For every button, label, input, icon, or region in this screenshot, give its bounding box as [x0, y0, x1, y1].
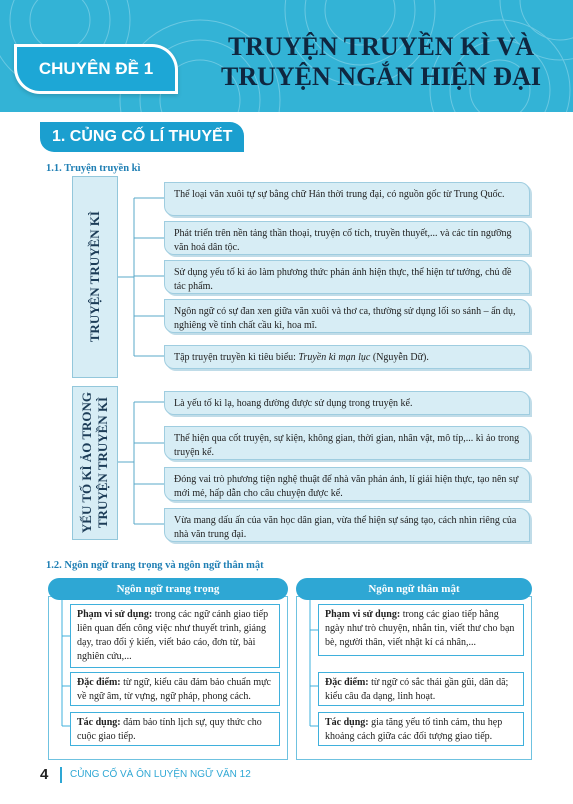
- book-title-italic: Truyền kì mạn lục: [298, 352, 371, 363]
- formal-language-heading: Ngôn ngữ trang trọng: [48, 578, 288, 600]
- group2-item-1: Là yếu tố kì lạ, hoang đường được sử dụng trong truyện kể.: [164, 391, 530, 415]
- section-heading: 1. CỦNG CỐ LÍ THUYẾT: [40, 122, 244, 152]
- informal-language-heading: Ngôn ngữ thân mật: [296, 578, 532, 600]
- group-label-truyen-truyen-ki: TRUYỆN TRUYỀN KÌ: [72, 176, 118, 378]
- chapter-title-line1: TRUYỆN TRUYỀN KÌ VÀ: [227, 32, 535, 61]
- footer-divider: [60, 767, 62, 783]
- group2-item-4: Vừa mang dấu ấn của văn học dân gian, vừa thể hiện sự sáng tạo, cách nhìn riêng của nhà văn trung đại.: [164, 508, 530, 542]
- formal-item-2: Đặc điểm: từ ngữ, kiểu câu đảm bảo chuẩn mực về ngữ âm, từ vựng, ngữ pháp, phong cách.: [70, 672, 280, 706]
- chapter-badge: CHUYÊN ĐỀ 1: [14, 44, 178, 94]
- formal-item-1: Phạm vi sử dụng: trong các ngữ cảnh giao tiếp liên quan đến công việc như thuyết trình, giảng dạy, trao đổi ý kiến, viết báo cáo, đơn từ, bài nghiên cứu,...: [70, 604, 280, 668]
- group1-item-2: Phát triển trên nền tảng thần thoại, truyện cổ tích, truyền thuyết,... và các tín ngưỡng văn hoá dân tộc.: [164, 221, 530, 255]
- group1-item-5: Tập truyện truyền kì tiêu biểu: Truyền kì mạn lục (Nguyễn Dữ).: [164, 345, 530, 369]
- group2-item-3: Đóng vai trò phương tiện nghệ thuật để nhà văn phản ánh, lí giải hiện thực, tạo nên sự mới mẻ, hấp dẫn cho câu chuyện được kể.: [164, 467, 530, 501]
- informal-item-1: Phạm vi sử dụng: trong các giao tiếp hằng ngày như trò chuyện, nhắn tin, viết thư cho bạn bè, người thân, viết nhật kí cá nhân,...: [318, 604, 524, 656]
- group2-item-2: Thể hiện qua cốt truyện, sự kiện, không gian, thời gian, nhân vật, mô típ,... kì ảo trong truyện kể.: [164, 426, 530, 460]
- subsection-title-2: 1.2. Ngôn ngữ trang trọng và ngôn ngữ thân mật: [46, 560, 264, 571]
- group1-item-3: Sử dụng yếu tố kì ảo làm phương thức phản ánh hiện thực, thể hiện tư tưởng, chủ đề tác phẩm.: [164, 260, 530, 294]
- subsection-title-1: 1.1. Truyện truyền kì: [46, 163, 141, 174]
- footer-book-title: CỦNG CỐ VÀ ÔN LUYỆN NGỮ VĂN 12: [70, 769, 251, 780]
- page-number: 4: [40, 766, 49, 783]
- group1-item-1: Thể loại văn xuôi tự sự bằng chữ Hán thời trung đại, có nguồn gốc từ Trung Quốc.: [164, 182, 530, 216]
- group-label-yeu-to-ki-ao: YẾU TỐ KÌ ẢO TRONG TRUYỆN TRUYỀN KÌ: [72, 386, 118, 540]
- informal-item-2: Đặc điểm: từ ngữ có sắc thái gần gũi, dân dã; kiểu câu đa dạng, linh hoạt.: [318, 672, 524, 706]
- group1-item-4: Ngôn ngữ có sự đan xen giữa văn xuôi và thơ ca, thường sử dụng lối so sánh – ẩn dụ, nghiêng về tính chất cầu kì, hoa mĩ.: [164, 299, 530, 333]
- chapter-title-line2: TRUYỆN NGẮN HIỆN ĐẠI: [221, 62, 541, 91]
- informal-item-3: Tác dụng: gia tăng yếu tố tình cảm, thu hẹp khoảng cách giữa các đối tượng giao tiếp.: [318, 712, 524, 746]
- formal-item-3: Tác dụng: đảm bảo tính lịch sự, quy thức cho cuộc giao tiếp.: [70, 712, 280, 746]
